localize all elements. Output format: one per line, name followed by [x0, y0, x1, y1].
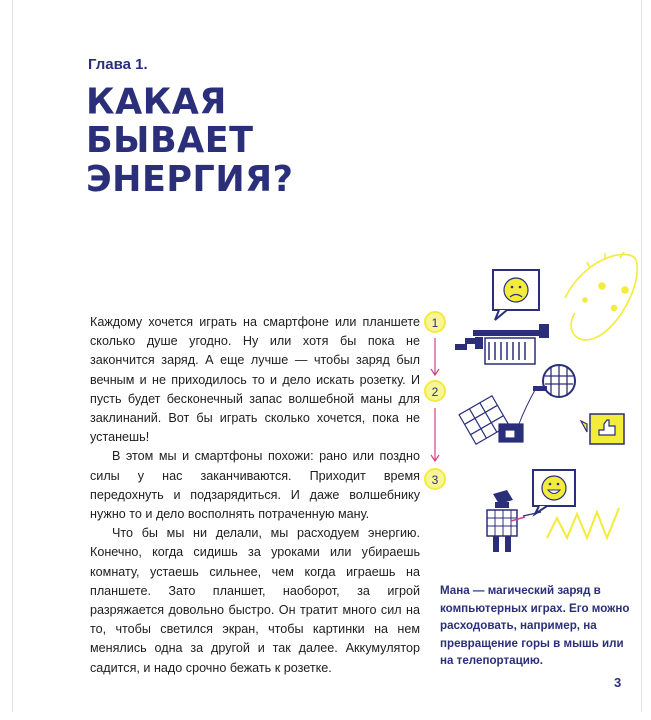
- title-line-2: БЫВАЕТ: [86, 120, 254, 162]
- title-line-1: КАКАЯ: [86, 81, 227, 123]
- paragraph-3: Что бы мы ни делали, мы расходуем энергию. Конечно, когда сидишь за уроками или убираешь комнату, устаешь сильнее, чем когда играешь на планшете. Зато планшет, наоборот, за игрой разряжается довольно быстро. Он тратит много сил на то, чтобы светился экран, чтобы картинки на нем менялись одна за другой и так далее. Аккумулятор садится, и надо срочно бежать к розетке.: [90, 526, 420, 675]
- title-line-3: ЭНЕРГИЯ?: [86, 159, 294, 201]
- paragraph-1: Каждому хочется играть на смартфоне или планшете сколько душе угодно. Ну или хотя бы пока не закончится заряд. А еще лучше — чтобы заряд был вечным и не приходилось то и дело искать розетку. И пусть будет бесконечный запас волшебной маны для заклинаний. Вот бы играть сколько хочется, пока не устанешь!: [90, 315, 420, 445]
- svg-text:3: 3: [431, 473, 439, 487]
- mana-caption: Мана — магический заряд в компьютерных играх. Его можно расходовать, например, на превращение горы в мышь или на телепортацию.: [440, 584, 630, 667]
- svg-text:1: 1: [431, 316, 439, 330]
- body-text: [90, 313, 420, 678]
- step-2-badge: [425, 381, 445, 401]
- chapter-label: Глава 1.: [88, 56, 148, 73]
- page-number: 3: [614, 675, 622, 690]
- mana-swirl-icon: [565, 252, 637, 340]
- step-1-badge: [425, 312, 445, 332]
- happy-face-bubble-icon: [533, 470, 575, 514]
- battery-device-icon: [455, 324, 549, 364]
- sad-face-bubble-icon: [493, 270, 539, 320]
- thumbs-up-bubble-icon: [581, 414, 624, 444]
- chapter-title: [86, 83, 506, 199]
- step-3-badge: [425, 469, 445, 489]
- zigzag-energy-icon: [547, 508, 619, 538]
- paragraph-2: В этом мы и смартфоны похожи: рано или поздно силы у нас заканчиваются. Приходит время передохнуть и подзарядиться. И даже волшебнику нужно то и дело восполнять потраченную ману.: [90, 449, 420, 522]
- pixel-head-icon: [519, 365, 575, 424]
- pixel-grid-icon: [459, 396, 523, 444]
- svg-text:2: 2: [431, 385, 439, 399]
- energy-illustration: [415, 238, 645, 558]
